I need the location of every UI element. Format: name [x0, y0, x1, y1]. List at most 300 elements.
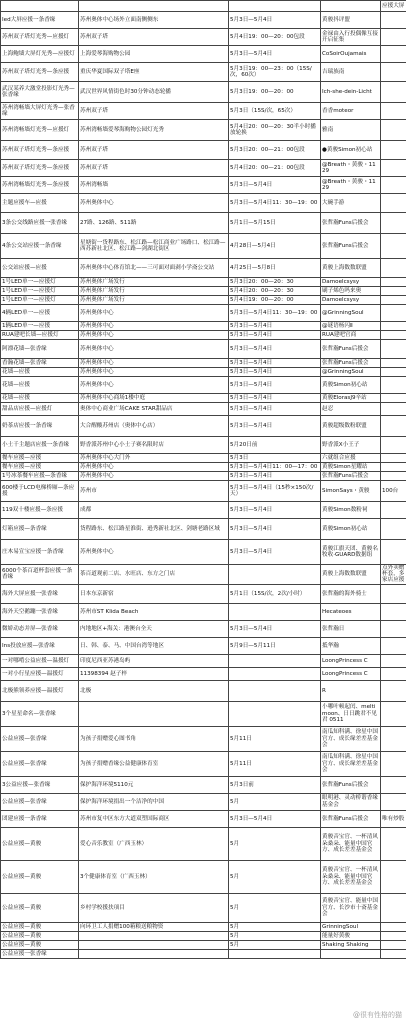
note-cell: 100台 [381, 481, 406, 502]
table-row [1, 463, 406, 472]
organizer-cell: @谜语杨闪Ⅱ [321, 322, 381, 331]
time-cell: 5月3日前 [229, 776, 321, 793]
location-cell: 苏州双子塔 [79, 29, 229, 46]
organizer-cell: 香香moteor [321, 103, 381, 120]
activity-cell: 海外大屏应援一张香缘 [1, 584, 79, 603]
organizer-cell: 张哲瀚Funs后援会 [321, 234, 381, 259]
activity-cell: 公益应援—黄骏 [1, 827, 79, 860]
note-cell [381, 12, 406, 29]
organizer-cell: 吉瑞族南 [321, 63, 381, 82]
location-cell: 野香派苏州中心小土子赛名限时店 [79, 437, 229, 454]
location-cell: 苏州湾畅墙爱琴海购物公园灯光秀 [79, 120, 229, 141]
note-cell [381, 584, 406, 603]
organizer-cell: 赵忍 [321, 403, 381, 416]
time-cell: 5月4日19：00—20：00包段 [229, 29, 321, 46]
table-row [1, 680, 406, 701]
time-cell: 5月3日—5月4日 [229, 359, 321, 368]
activity-cell: 苏州双子塔灯光秀—条应援 [1, 141, 79, 160]
activity-cell: 微娇动态并屏—张香缘 [1, 620, 79, 637]
location-cell: 苏州双子塔 [79, 141, 229, 160]
table-row-top-fragment [1, 1, 406, 12]
location-cell: 乡村学校援扶项目 [79, 893, 229, 922]
activity-cell: 苏州双子塔灯光秀—条应援 [1, 63, 79, 82]
organizer-cell: ●黄骏Simon初心站 [321, 141, 381, 160]
table-row [1, 359, 406, 368]
note-cell [381, 793, 406, 810]
location-cell: 3个健康体育室（广西玉林） [79, 860, 229, 893]
time-cell: 5月4日20：00—20：30 [229, 287, 321, 296]
location-cell: 苏州奥体中心 [79, 359, 229, 368]
activity-cell: 一对小行星应援—温援灯 [1, 667, 79, 680]
note-cell: 点外卖赠杯套，多家店应援 [381, 565, 406, 585]
time-cell: 5月1日—5月15日 [229, 213, 321, 234]
time-cell: 5月 [229, 940, 321, 949]
location-cell: 苏州奥体广场发行 [79, 296, 229, 305]
location-cell [79, 931, 229, 940]
time-cell: 5月3日20：00—21：00包段 [229, 141, 321, 160]
note-cell [381, 949, 406, 958]
organizer-cell: GrinningSoul [321, 922, 381, 931]
table-row [1, 12, 406, 29]
location-cell: 星塘街一货程路东、松江路—松江商业广场路口、松江路—西苏新社北区、松江路—剑湖北街区 [79, 234, 229, 259]
note-cell [381, 654, 406, 667]
time-cell: 5月3日—5月4日 [229, 340, 321, 359]
table-row [1, 305, 406, 322]
note-cell [381, 120, 406, 141]
table-row [1, 29, 406, 46]
note-cell [381, 437, 406, 454]
table-row [1, 340, 406, 359]
table-row [1, 922, 406, 931]
location-cell: 苏州奥体中心体育馆北——三可面对面剥小学斋公交站 [79, 259, 229, 278]
note-cell [381, 701, 406, 726]
organizer-cell: Damoelcsysy [321, 296, 381, 305]
note-cell [381, 340, 406, 359]
organizer-cell: @GrinningSoul [321, 305, 381, 322]
activity-cell: 公益应援—黄骏 [1, 860, 79, 893]
organizer-cell: CoSoirOujamais [321, 46, 381, 63]
table-row [1, 46, 406, 63]
location-cell [79, 940, 229, 949]
activity-cell: 公益应援一张香缘 [1, 949, 79, 958]
organizer-cell: 黄骏江旗天团、黄骏名牧收·GUARD数据组 [321, 540, 381, 565]
table-row [1, 667, 406, 680]
note-cell [381, 637, 406, 654]
activity-cell: 4条公交站应援一条香缘 [1, 234, 79, 259]
organizer-cell: SimonSays・黄骏 [321, 481, 381, 502]
organizer-cell: 张哲瀚Funs后援会 [321, 810, 381, 827]
activity-cell: 海外天空鹅蹦一张香缘 [1, 603, 79, 620]
note-cell [381, 620, 406, 637]
time-cell: 5月 [229, 827, 321, 860]
table-row [1, 296, 406, 305]
organizer-cell: 张哲瀚的海外骑士 [321, 584, 381, 603]
activity-cell: 1号LED单一—应援灯 [1, 287, 79, 296]
time-cell: 5月1日（15S/次，2次/小时） [229, 584, 321, 603]
note-cell [381, 667, 406, 680]
location-cell: 日、韩、泰、马、中国台湾等地区 [79, 637, 229, 654]
note-cell [381, 416, 406, 437]
note-cell [381, 278, 406, 287]
note-cell: 唯有炒股 [381, 810, 406, 827]
activity-cell: 600楼于LCD电梯桥厢—条应援 [1, 481, 79, 502]
time-cell: 5月20日前 [229, 437, 321, 454]
time-cell: 5月3日19：00—23：00（15S/次，60次） [229, 63, 321, 82]
table-row [1, 603, 406, 620]
table-row [1, 893, 406, 922]
note-cell [381, 29, 406, 46]
table-row [1, 726, 406, 751]
organizer-cell [321, 949, 381, 958]
organizer-cell: @Breath・黄骏・1129 [321, 160, 381, 177]
time-cell: 5月3日—5月4日11：30—19：00 [229, 194, 321, 213]
location-cell: 苏州奥体中心 [79, 340, 229, 359]
table-row [1, 701, 406, 726]
time-cell: 5月3日—5月4日 [229, 46, 321, 63]
location-cell: 苏州奥体广场发行 [79, 287, 229, 296]
organizer-cell: Damoelcsysy [321, 278, 381, 287]
time-cell: 5月3日—5月4日11：00—17：00 [229, 463, 321, 472]
location-cell: 大合醒酸苏州店（奥体中心店） [79, 416, 229, 437]
organizer-cell: 小哪叶顿起闰、meltimoon、日日跳君不见君 0511 [321, 701, 381, 726]
table-row [1, 63, 406, 82]
location-cell: 苏州奥体中心 [79, 472, 229, 481]
table-row [1, 776, 406, 793]
location-cell: 苏州奥体中心 [79, 331, 229, 340]
time-cell: 5月 [229, 922, 321, 931]
organizer-cell: 张哲瀚Funs后援会 [321, 359, 381, 368]
table-body [1, 1, 406, 959]
time-cell: 5月3日—5月4日 [229, 377, 321, 394]
time-cell [229, 701, 321, 726]
table-row [1, 234, 406, 259]
note-cell [381, 403, 406, 416]
table-row [1, 519, 406, 540]
table-row [1, 793, 406, 810]
note-cell [381, 103, 406, 120]
note-cell [381, 472, 406, 481]
organizer-cell: 大碗手游 [321, 194, 381, 213]
note-cell [381, 463, 406, 472]
organizer-cell: 黄骏音宝官、一杯清风朵桑朵、能量中国官方、成长差差基金会 [321, 827, 381, 860]
activity-cell: 6000个茶百道杯套应援一条香缘 [1, 565, 79, 585]
note-cell [381, 46, 406, 63]
activity-cell: 餐车应援—应援 [1, 463, 79, 472]
note-cell [381, 394, 406, 403]
location-cell: 苏州奥体中心 [79, 540, 229, 565]
organizer-cell: 刷子烯色吗来奥 [321, 287, 381, 296]
location-cell: 日本东京新宿 [79, 584, 229, 603]
organizer-cell: 黄骏Simon星耀站 [321, 463, 381, 472]
table-row [1, 259, 406, 278]
location-cell: 苏州湾畅墙 [79, 177, 229, 194]
table-row [1, 82, 406, 103]
table-row [1, 931, 406, 940]
organizer-cell: 黄骏ElorasJ9辛站 [321, 394, 381, 403]
location-cell: 向环卫工人捐赠100箱粮送粮物资 [79, 922, 229, 931]
table-row [1, 751, 406, 776]
note-cell [381, 502, 406, 519]
table-row [1, 377, 406, 394]
organizer-cell: 黄骏音宝官、一杯清风朵桑朵、能量中国官方、成长差差基金会 [321, 860, 381, 893]
time-cell: 5月3日—5月4日 [229, 810, 321, 827]
time-cell [229, 680, 321, 701]
table-row [1, 287, 406, 296]
table-row [1, 103, 406, 120]
time-cell: 5月11日 [229, 751, 321, 776]
note-cell [381, 680, 406, 701]
time-cell: 5月3日—5月4日 [229, 540, 321, 565]
watermark-text: @很有性格的猫 [353, 1011, 402, 1019]
organizer-cell: 张哲瀚Funs后援会 [321, 776, 381, 793]
table-row [1, 331, 406, 340]
location-cell: 爱心音乐教室（广西玉林） [79, 827, 229, 860]
activity-cell: 公益应援—张香缘 [1, 793, 79, 810]
location-cell: 保护海洋环境5110元 [79, 776, 229, 793]
location-cell: 苏州奥体中心场外立面南侧侧东 [79, 12, 229, 29]
time-cell [229, 949, 321, 958]
note-cell [381, 194, 406, 213]
time-cell: 4月28日—5月4日 [229, 234, 321, 259]
table-cell [229, 1, 321, 12]
location-cell: 武汉世界风情街色时30分钟动态轮播 [79, 82, 229, 103]
organizer-cell: LoongPrincess C [321, 667, 381, 680]
activity-cell: 上海鲍墙大屏灯光秀—应援灯 [1, 46, 79, 63]
location-cell: 成都 [79, 502, 229, 519]
activity-cell: 1号LED单一—应援灯 [1, 296, 79, 305]
activity-cell: 甜品店应援—应援灯 [1, 403, 79, 416]
organizer-cell: 张哲瀚Funs后援会 [321, 472, 381, 481]
note-cell [381, 893, 406, 922]
activity-cell: 灯箱应援—条香缘 [1, 519, 79, 540]
activity-cell: 3公益应援—张香缘 [1, 776, 79, 793]
note-cell [381, 331, 406, 340]
table-row [1, 502, 406, 519]
table-row [1, 565, 406, 585]
organizer-cell: @GrinningSoul [321, 368, 381, 377]
location-cell: 印度尼西亚苏港岛屿 [79, 654, 229, 667]
table-row [1, 827, 406, 860]
note-cell [381, 287, 406, 296]
activity-cell: 阿漂花墙—张香缘 [1, 340, 79, 359]
location-cell: 苏州奥体中心大门外 [79, 454, 229, 463]
time-cell: 5月3日20：00—20：30 [229, 278, 321, 287]
table-row [1, 654, 406, 667]
note-cell [381, 213, 406, 234]
note-cell [381, 540, 406, 565]
table-row [1, 437, 406, 454]
organizer-cell: LoongPrincess C [321, 654, 381, 667]
location-cell: 重庆华夏国际双子塔E座 [79, 63, 229, 82]
note-cell [381, 82, 406, 103]
activity-cell: 花墙—应援 [1, 377, 79, 394]
time-cell: 5月11日 [229, 726, 321, 751]
organizer-cell: 野香派X小王子 [321, 437, 381, 454]
note-cell [381, 141, 406, 160]
note-cell [381, 603, 406, 620]
location-cell: 苏州奥体中心 [79, 463, 229, 472]
table-row [1, 481, 406, 502]
organizer-cell: Shaking Shaking [321, 940, 381, 949]
time-cell: 4月25日—5月8日 [229, 259, 321, 278]
location-cell [79, 701, 229, 726]
organizer-cell: 眼明港、灵动桥谐香缘基金会 [321, 793, 381, 810]
note-cell [381, 860, 406, 893]
table-row [1, 394, 406, 403]
location-cell: 茶百道观前二店、水旺店、东方之门店 [79, 565, 229, 585]
time-cell: 5月3日（15S/次，65次） [229, 103, 321, 120]
time-cell: 5月3日 [229, 454, 321, 463]
activity-cell: 苏州湾畅墙灯光秀—条应援 [1, 177, 79, 194]
activity-cell: 1号冰茶餐车应援—条香缘 [1, 472, 79, 481]
table-row [1, 141, 406, 160]
organizer-cell: 黄骏Simon数粉祠 [321, 502, 381, 519]
location-cell: 北极 [79, 680, 229, 701]
note-cell [381, 940, 406, 949]
table-row [1, 540, 406, 565]
activity-cell: Ins投放应援—张香缘 [1, 637, 79, 654]
time-cell: 5月3日—5月4日 [229, 12, 321, 29]
location-cell: 苏州奥体中心 [79, 194, 229, 213]
note-cell [381, 827, 406, 860]
time-cell: 5月4日19：00—20：00 [229, 296, 321, 305]
organizer-cell: 雅南 [321, 120, 381, 141]
organizer-cell: 抵华瀚 [321, 637, 381, 654]
activity-cell: 1号LED单一—应援灯 [1, 278, 79, 287]
time-cell: 5月3日—5月4日 [229, 368, 321, 377]
location-cell: 奥体中心商业广场CAKE STAR甜品店 [79, 403, 229, 416]
organizer-cell: 张哲瀚Funs后援会 [321, 213, 381, 234]
organizer-cell: 张哲瀚日 [321, 620, 381, 637]
note-cell [381, 63, 406, 82]
organizer-cell: Ich-she-dein-Licht [321, 82, 381, 103]
organizer-cell: 能量好黄骏 [321, 931, 381, 940]
table-row [1, 416, 406, 437]
table-cell [1, 1, 79, 12]
table-row [1, 368, 406, 377]
activity-cell: 1辆LED单一—应援 [1, 322, 79, 331]
time-cell: 5月9日—5月11日 [229, 637, 321, 654]
activity-cell: 公益应援—黄骏 [1, 893, 79, 922]
activity-cell: 公益应援—黄骏 [1, 922, 79, 931]
table-row [1, 940, 406, 949]
location-cell: 苏州奥体中心 [79, 305, 229, 322]
activity-cell: 公益应援—张香缘 [1, 726, 79, 751]
table-row [1, 454, 406, 463]
location-cell: 上海爱琴海购物公园 [79, 46, 229, 63]
activity-cell: 北极熊领养应援—温援灯 [1, 680, 79, 701]
activity-cell: 公益应援—黄骏 [1, 931, 79, 940]
organizer-cell: 南瓜知科满、徐星中国官方、成长缘差差基金会 [321, 726, 381, 751]
organizer-cell: 黄骏抖评盟 [321, 12, 381, 29]
organizer-cell: R [321, 680, 381, 701]
note-cell [381, 726, 406, 751]
organizer-cell: 黄骏上海数数联盟 [321, 259, 381, 278]
activity-cell: 苏州湾畅墙大屏灯光秀—张香缘 [1, 103, 79, 120]
table-row [1, 637, 406, 654]
time-cell: 5月3日—5月4日 [229, 519, 321, 540]
organizer-cell: 黄骏超级数粉联盟 [321, 416, 381, 437]
activity-cell: 小土千主题店应援一条香缘 [1, 437, 79, 454]
location-cell: 为孩子捐赠爱心图书角 [79, 726, 229, 751]
organizer-cell: 黄骏Simon初心站 [321, 519, 381, 540]
table-row [1, 160, 406, 177]
activity-cell: 一对哪啃公益应援—温援灯 [1, 654, 79, 667]
organizer-cell: 六就组合应援 [321, 454, 381, 463]
note-cell [381, 368, 406, 377]
time-cell: 5月4日20：00—21：00包段 [229, 160, 321, 177]
time-cell [229, 654, 321, 667]
location-cell: 苏州市ST Klida Beach [79, 603, 229, 620]
table-row [1, 860, 406, 893]
location-cell: 保护海洋环境捐出一个洁净的中国 [79, 793, 229, 810]
time-cell: 5月 [229, 931, 321, 940]
activity-cell: 花墙—应援 [1, 394, 79, 403]
location-cell: 11398394 赵子梓 [79, 667, 229, 680]
table-row [1, 620, 406, 637]
table-cell-top-fragment: 应援大屏 [381, 1, 406, 12]
activity-cell: 花墙—应援 [1, 368, 79, 377]
time-cell: 5月 [229, 793, 321, 810]
time-cell: 5月3日—5月4日 [229, 403, 321, 416]
note-cell [381, 259, 406, 278]
note-cell [381, 234, 406, 259]
note-cell [381, 931, 406, 940]
location-cell: 苏州奥体中心 [79, 368, 229, 377]
time-cell: 5月3日—5月4日11：30—19：00 [229, 305, 321, 322]
activity-cell: 苏州双子塔灯光秀—条应援 [1, 160, 79, 177]
organizer-cell: 金禄由入行投偶像互接开启征集 [321, 29, 381, 46]
location-cell: 苏州市 [79, 481, 229, 502]
location-cell: 货程路东、松江路星淮街、逊秀新社北区、剑塘老路区域 [79, 519, 229, 540]
activity-cell: 苏州湾畅墙灯光秀—应援灯 [1, 120, 79, 141]
activity-cell: 主题应援车—应援 [1, 194, 79, 213]
time-cell: 5月3日—5月4日 [229, 416, 321, 437]
organizer-cell: @Breath・黄骏・1129 [321, 177, 381, 194]
note-cell [381, 377, 406, 394]
table-row [1, 278, 406, 287]
table-row [1, 472, 406, 481]
note-cell [381, 177, 406, 194]
time-cell: 5月 [229, 893, 321, 922]
table-row [1, 810, 406, 827]
table-row [1, 120, 406, 141]
activity-cell: 团建应援一条香缘 [1, 810, 79, 827]
time-cell: 5月3日—5月4日 [229, 394, 321, 403]
organizer-cell: 黄骏音宝官、能量中国官方、长沙市十斋基金会 [321, 893, 381, 922]
note-cell [381, 454, 406, 463]
table-row [1, 213, 406, 234]
time-cell [229, 565, 321, 585]
table-cell [321, 1, 381, 12]
table-cell [79, 1, 229, 12]
table-row [1, 322, 406, 331]
organizer-cell: 张哲瀚Funs后援会 [321, 340, 381, 359]
note-cell [381, 296, 406, 305]
table-row [1, 194, 406, 213]
location-cell: 内地地区+海关：港澳台全天 [79, 620, 229, 637]
time-cell: 5月4日20：00—20：30半小时播放轮换 [229, 120, 321, 141]
location-cell: 苏州奥体中心商场1楼中庭 [79, 394, 229, 403]
location-cell: 苏州奥体中心 [79, 377, 229, 394]
location-cell: 为孩子捐赠香缘公益健康体育室 [79, 751, 229, 776]
location-cell [79, 949, 229, 958]
note-cell [381, 160, 406, 177]
time-cell [229, 603, 321, 620]
time-cell: 5月3日—5月4日 [229, 620, 321, 637]
location-cell: 苏州奥体广场发行 [79, 278, 229, 287]
activity-cell: 奶茶店应援一条香缘 [1, 416, 79, 437]
